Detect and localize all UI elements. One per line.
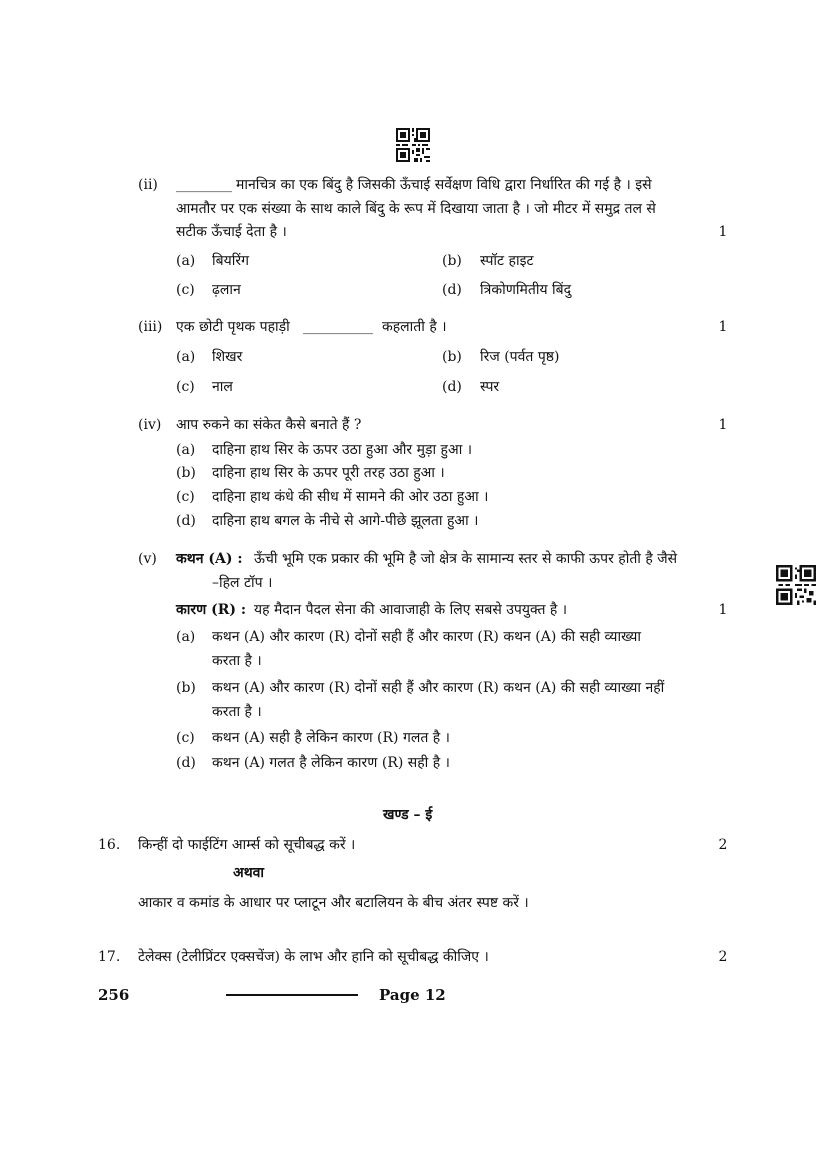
marks: 2 [718, 837, 728, 853]
option-text: स्पर [480, 379, 500, 395]
answer-blank: __________ [303, 319, 373, 335]
marks: 1 [718, 602, 728, 618]
option-text: ढ़लान [212, 282, 241, 298]
option-text: दाहिना हाथ सिर के ऊपर उठा हुआ और मुड़ा हुआ । [212, 442, 473, 458]
marks: 1 [718, 417, 728, 433]
page-number: Page 12 [379, 986, 446, 1004]
reason-text: यह मैदान पैदल सेना की आवाजाही के लिए सबसे उपयुक्त है । [254, 602, 568, 618]
marks: 1 [718, 319, 728, 335]
option-label: (a) [176, 629, 196, 645]
answer-blank: ________ [176, 177, 232, 193]
marks: 2 [718, 949, 728, 965]
assertion-label: कथन (A) : [176, 551, 243, 567]
question-text: आप रुकने का संकेत कैसे बनाते हैं ? [176, 417, 362, 433]
option-label: (b) [442, 349, 462, 365]
option-text: दाहिना हाथ कंधे की सीध में सामने की ओर उठा हुआ । [212, 489, 489, 505]
reason-label: कारण (R) : [176, 602, 247, 618]
question-text: आकार व कमांड के आधार पर प्लाटून और बटालियन के बीच अंतर स्पष्ट करें । [138, 895, 529, 911]
question-number: (iv) [138, 417, 162, 433]
option-label: (a) [176, 253, 196, 269]
question-text: एक छोटी पृथक पहाड़ी [176, 319, 290, 335]
option-text: कथन (A) और कारण (R) दोनों सही हैं और कारण (R) कथन (A) की सही व्याख्या नहीं [212, 680, 665, 696]
option-label: (b) [176, 680, 196, 696]
question-number: (ii) [138, 177, 158, 193]
option-text: स्पॉट हाइट [480, 253, 534, 269]
option-label: (c) [176, 730, 195, 746]
option-label: (d) [176, 513, 196, 529]
option-text: कथन (A) सही है लेकिन कारण (R) गलत है । [212, 730, 450, 746]
option-text: करता है । [212, 653, 262, 669]
option-label: (d) [442, 282, 462, 298]
option-text: शिखर [212, 349, 243, 365]
question-text: कहलाती है । [382, 319, 447, 335]
paper-code: 256 [98, 986, 130, 1004]
option-text: बियरिंग [212, 253, 249, 269]
option-text: दाहिना हाथ बगल के नीचे से आगे-पीछे झूलता हुआ । [212, 513, 479, 529]
question-text-line: आमतौर पर एक संख्या के साथ काले बिंदु के रूप में दिखाया जाता है । जो मीटर में समुद्र तल से [176, 201, 656, 217]
question-number: 17. [98, 949, 121, 965]
question-number: (iii) [138, 319, 163, 335]
assertion-text: –हिल टॉप । [212, 575, 273, 591]
marks: 1 [718, 224, 728, 240]
question-text-line: मानचित्र का एक बिंदु है जिसकी ऊँचाई सर्वेक्षण विधि द्वारा निर्धारित की गई है । इसे [236, 177, 652, 193]
qr-code-side [776, 565, 816, 605]
option-label: (a) [176, 442, 196, 458]
section-heading: खण्ड – ई [383, 807, 433, 823]
question-number: (v) [138, 551, 157, 567]
option-label: (b) [442, 253, 462, 269]
option-text: नाल [212, 379, 233, 395]
assertion-text: ऊँची भूमि एक प्रकार की भूमि है जो क्षेत्र के सामान्य स्तर से काफी ऊपर होती है जैसे [254, 551, 678, 567]
or-label: अथवा [233, 865, 265, 881]
option-label: (a) [176, 349, 196, 365]
option-label: (d) [176, 755, 196, 771]
option-label: (b) [176, 465, 196, 481]
question-text: किन्हीं दो फाईटिंग आर्म्स को सूचीबद्ध करें । [138, 837, 356, 853]
option-label: (c) [176, 379, 195, 395]
option-text: कथन (A) गलत है लेकिन कारण (R) सही है । [212, 755, 450, 771]
option-text: त्रिकोणमितीय बिंदु [480, 282, 572, 298]
option-text: करता है । [212, 704, 262, 720]
footer-rule [226, 994, 358, 996]
question-text: टेलेक्स (टेलीप्रिंटर एक्सचेंज) के लाभ और हानि को सूचीबद्ध कीजिए । [138, 949, 489, 965]
question-number: 16. [98, 837, 121, 853]
option-text: दाहिना हाथ सिर के ऊपर पूरी तरह उठा हुआ । [212, 465, 445, 481]
option-label: (c) [176, 282, 195, 298]
option-text: रिज (पर्वत पृष्ठ) [480, 349, 560, 365]
question-text-line: सटीक ऊँचाई देता है । [176, 224, 287, 240]
option-label: (c) [176, 489, 195, 505]
option-label: (d) [442, 379, 462, 395]
option-text: कथन (A) और कारण (R) दोनों सही हैं और कारण (R) कथन (A) की सही व्याख्या [212, 629, 642, 645]
qr-code-top [396, 128, 430, 162]
